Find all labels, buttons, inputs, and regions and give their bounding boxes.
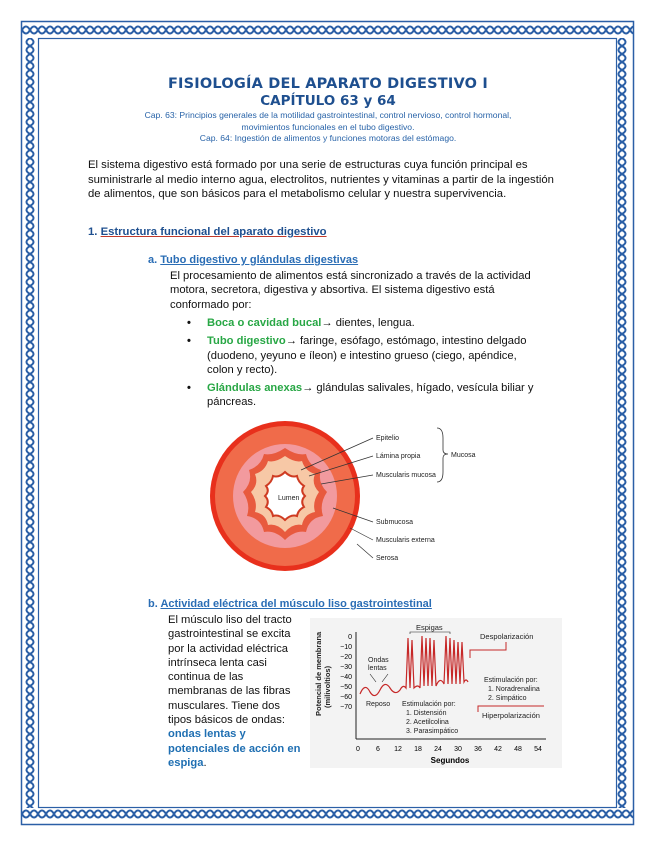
x-tick: 24 <box>434 746 442 753</box>
membrane-potential-graph <box>310 618 562 768</box>
subtitle-line-3: Cap. 64: Ingestión de alimentos y funciones motoras del estómago. <box>199 133 457 143</box>
lamina-propia-label: Lámina propia <box>376 453 421 460</box>
x-axis-label: Segundos <box>430 756 470 765</box>
bullet-text: → dientes, lengua. <box>321 317 415 329</box>
intro-paragraph: El sistema digestivo está formado por una serie de estructuras cuya función principal es suministrarle al medio interno agua, electrolitos, nutrientes y vitaminas a partir de la ingestión de alimentos, que son básicos para el metabolismo celular y nuestra supervivencia. <box>88 159 554 200</box>
structure-bullet-list <box>183 316 543 414</box>
stimulation2-title: Estimulación por: <box>484 677 538 684</box>
y-tick: −20 <box>340 654 352 661</box>
subsection-a-heading <box>148 254 358 266</box>
subtitle-line-2: movimientos funcionales en el tubo digestivo. <box>241 121 415 132</box>
stimulation2-item: 2. Simpático <box>488 695 527 702</box>
submucosa-label: Submucosa <box>376 519 413 526</box>
gi-wall-cross-section <box>205 412 485 572</box>
section-1-number: 1. <box>88 226 98 238</box>
depolarization-annotation: Despolarización <box>480 632 534 641</box>
x-tick: 48 <box>514 746 522 753</box>
chapter-title: CAPÍTULO 63 y 64 <box>260 93 396 109</box>
section-1-heading <box>88 226 327 238</box>
bullet-term: Glándulas anexas <box>207 382 303 395</box>
slow-waves-term: ondas lentas <box>168 728 237 741</box>
bullet-term: Boca o cavidad bucal <box>207 317 322 329</box>
subsection-b-paragraph <box>168 613 303 770</box>
y-tick: 0 <box>348 634 352 641</box>
mucosa-label: Mucosa <box>451 452 476 459</box>
subtitle-line-1: Cap. 63: Principios generales de la motilidad gastrointestinal, control nervioso, control hormonal, <box>144 110 512 120</box>
bullet-item <box>183 334 543 377</box>
stimulation-title: Estimulación por: <box>402 701 456 708</box>
bullet-item <box>183 316 543 330</box>
muscularis-externa-label: Muscularis externa <box>376 537 435 544</box>
bullet-dot: • <box>187 335 191 348</box>
bullet-dot: • <box>187 317 191 329</box>
bullet-text: → faringe, esófago, estómago, intestino delgado (duodeno, yeyuno e íleon) e intestino grueso (ciego, apéndice, colon y recto). <box>207 335 527 376</box>
paragraph-end: . <box>203 756 207 769</box>
bullet-term: Tubo digestivo <box>207 335 286 348</box>
subsection-b-letter: b. <box>148 598 158 610</box>
subsection-a-paragraph: El procesamiento de alimentos está sincronizado a través de la actividad motora, secretora, digestiva y absortiva. El sistema digestivo está conformado por: <box>170 270 531 311</box>
stimulation2-item: 1. Noradrenalina <box>488 686 540 693</box>
document-title: FISIOLOGÍA DEL APARATO DIGESTIVO I <box>167 76 489 92</box>
epitelio-label: Epitelio <box>376 435 399 442</box>
x-tick: 36 <box>474 746 482 753</box>
y-axis-label: Potencial de membrana <box>314 631 323 716</box>
gi-wall-diagram <box>205 412 485 577</box>
y-tick: −60 <box>340 694 352 701</box>
x-tick: 12 <box>394 746 402 753</box>
y-tick: −40 <box>340 674 352 681</box>
conjunction-y: y <box>239 728 246 741</box>
bullet-text: → glándulas salivales, hígado, vesícula biliar y páncreas. <box>207 382 534 409</box>
x-tick: 30 <box>454 746 462 753</box>
x-tick: 54 <box>534 746 542 753</box>
lumen-label: Lumen <box>278 495 300 502</box>
membrane-potential-figure <box>310 618 562 773</box>
subsection-b-title: Actividad eléctrica del músculo liso gastrointestinal <box>160 598 432 610</box>
bullet-item <box>183 381 543 410</box>
spikes-annotation: Espigas <box>416 623 443 632</box>
y-axis-unit: (milivoltios) <box>323 665 332 708</box>
subsection-b-text: El músculo liso del tracto gastrointestinal se excita por la actividad eléctrica intrínseca lenta casi continua de las membranas de las fibras musculares. Tiene dos tipos básicos de ondas: <box>168 614 292 727</box>
subsection-b-heading <box>148 598 432 610</box>
y-tick: −50 <box>340 684 352 691</box>
stimulation-item: 1. Distensión <box>406 710 447 717</box>
x-tick: 0 <box>356 746 360 753</box>
x-tick: 42 <box>494 746 502 753</box>
spike-potentials-term: potenciales de acción en espiga <box>168 742 301 769</box>
hyperpolarization-annotation: Hiperpolarización <box>482 711 540 720</box>
slow-waves-annotation-1: Ondas <box>368 657 389 664</box>
y-tick: −30 <box>340 664 352 671</box>
bullet-dot: • <box>187 382 191 395</box>
subsection-a-letter: a. <box>148 254 158 266</box>
stimulation-item: 2. Acetilcolina <box>406 719 449 726</box>
serosa-label: Serosa <box>376 555 399 562</box>
y-tick: −10 <box>340 644 352 651</box>
x-tick: 18 <box>414 746 422 753</box>
rest-annotation: Reposo <box>366 701 391 708</box>
slow-waves-annotation-2: lentas <box>368 665 387 672</box>
section-1-title: Estructura funcional del aparato digestivo <box>100 226 327 238</box>
y-tick: −70 <box>340 704 352 711</box>
subsection-a-title: Tubo digestivo y glándulas digestivas <box>160 254 359 266</box>
stimulation-item: 3. Parasimpático <box>406 728 459 735</box>
muscularis-mucosa-label: Muscularis mucosa <box>376 472 436 479</box>
mucosa-brace <box>437 428 448 482</box>
document-header <box>60 76 596 145</box>
x-tick: 6 <box>376 746 380 753</box>
